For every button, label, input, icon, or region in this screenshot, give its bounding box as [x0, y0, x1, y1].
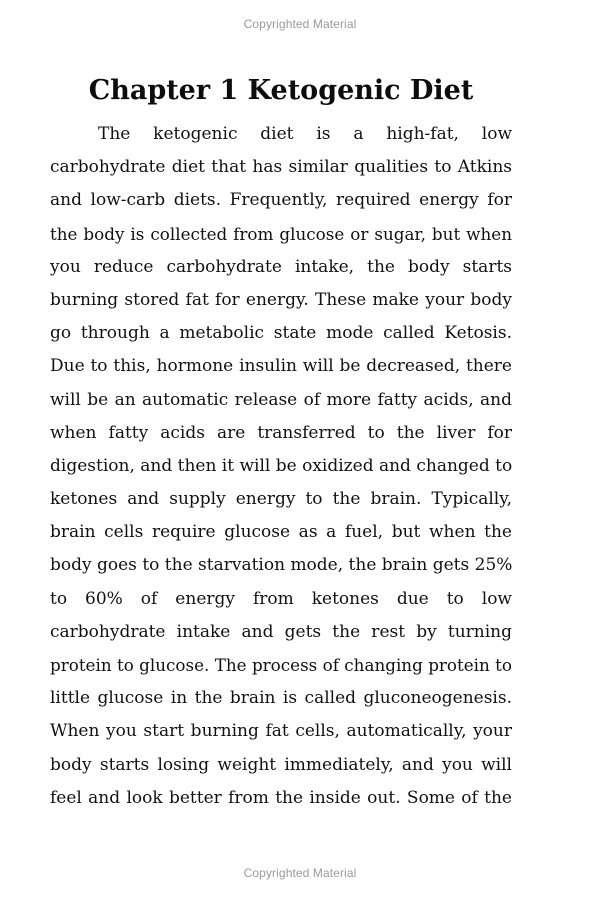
text-line: The ketogenic diet is a high-fat, low: [98, 124, 512, 144]
text-line: will be an automatic release of more fatty acids, and: [50, 389, 512, 410]
body-paragraph: [50, 118, 512, 815]
text-line: ketones and supply energy to the brain. Typically,: [50, 489, 512, 510]
text-line: carbohydrate intake and gets the rest by turning: [50, 621, 512, 642]
text-line: body starts losing weight immediately, and you will: [50, 754, 512, 775]
text-line: to 60% of energy from ketones due to low: [50, 588, 512, 609]
text-line: body goes to the starvation mode, the brain gets 25%: [50, 555, 512, 576]
text-line: the body is collected from glucose or sugar, but when: [50, 223, 512, 244]
text-line: little glucose in the brain is called gluconeogenesis.: [50, 688, 512, 709]
chapter-title: Chapter 1 Ketogenic Diet: [88, 75, 474, 106]
text-line: carbohydrate diet that has similar qualities to Atkins: [50, 157, 512, 178]
text-line: burning stored fat for energy. These make your body: [50, 289, 512, 310]
text-line: feel and look better from the inside out. Some of the: [50, 787, 512, 808]
text-line: you reduce carbohydrate intake, the body starts: [50, 256, 512, 277]
text-line: digestion, and then it will be oxidized and changed to: [50, 455, 512, 476]
text-line: go through a metabolic state mode called Ketosis.: [50, 323, 512, 344]
text-line: when fatty acids are transferred to the liver for: [50, 422, 512, 443]
watermark-bottom: Copyrighted Material: [243, 866, 357, 880]
text-line: and low-carb diets. Frequently, required energy for: [50, 190, 512, 211]
text-line: brain cells require glucose as a fuel, but when the: [50, 522, 512, 543]
text-line: When you start burning fat cells, automatically, your: [50, 721, 512, 742]
watermark-top: Copyrighted Material: [243, 17, 357, 31]
text-line: Due to this, hormone insulin will be decreased, there: [50, 356, 512, 377]
text-line: protein to glucose. The process of changing protein to: [50, 655, 512, 675]
